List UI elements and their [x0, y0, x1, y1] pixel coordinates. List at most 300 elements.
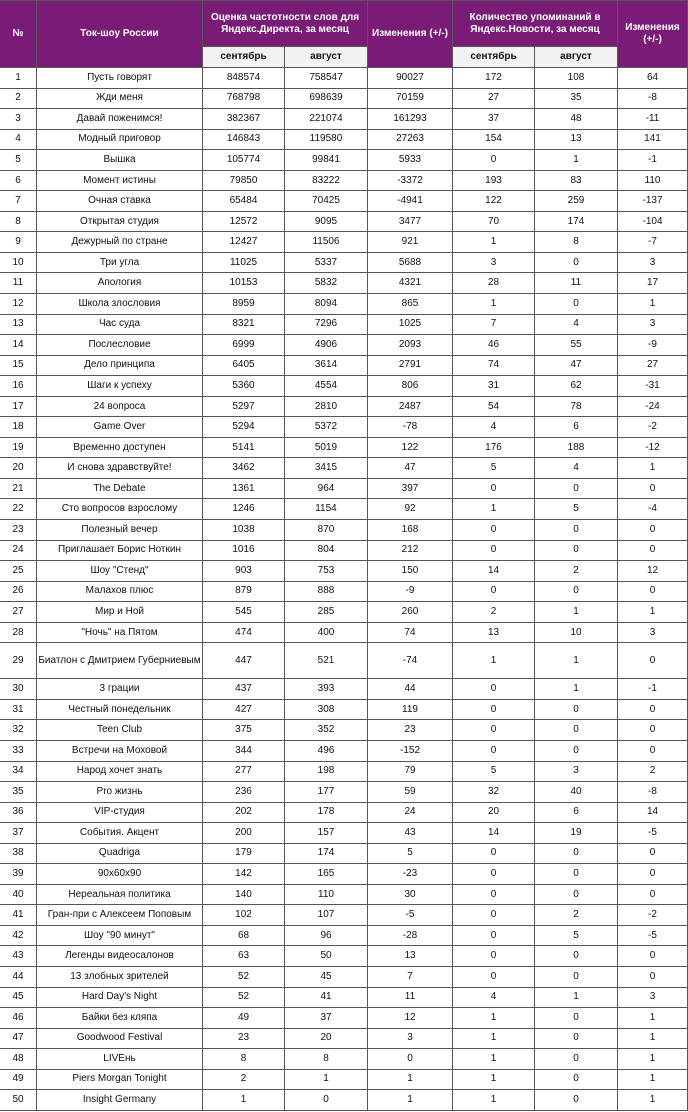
direct-august: 177: [285, 782, 368, 803]
direct-change: 150: [368, 561, 453, 582]
direct-change: 2487: [368, 396, 453, 417]
news-change: 1: [618, 1008, 688, 1029]
direct-august: 285: [285, 602, 368, 623]
news-september: 1: [453, 1008, 535, 1029]
header-direct-august: август: [285, 47, 368, 68]
table-row: [0, 150, 688, 171]
direct-august: 8: [285, 1049, 368, 1070]
news-september: 5: [453, 458, 535, 479]
table-row: [0, 864, 688, 885]
news-change: -1: [618, 150, 688, 171]
table-row: [0, 987, 688, 1008]
news-september: 0: [453, 843, 535, 864]
direct-change: 5688: [368, 252, 453, 273]
show-name: Очная ставка: [37, 191, 203, 212]
table-row: [0, 211, 688, 232]
direct-change: 168: [368, 520, 453, 541]
news-change: -2: [618, 417, 688, 438]
news-september: 193: [453, 170, 535, 191]
show-name: Мир и Ной: [37, 602, 203, 623]
row-number: 21: [0, 478, 37, 499]
direct-september: 848574: [203, 68, 285, 89]
direct-august: 496: [285, 740, 368, 761]
direct-change: 3: [368, 1028, 453, 1049]
direct-september: 344: [203, 740, 285, 761]
show-name: LIVEнь: [37, 1049, 203, 1070]
direct-change: 7: [368, 966, 453, 987]
table-row: [0, 499, 688, 520]
direct-september: 236: [203, 782, 285, 803]
table-row: [0, 966, 688, 987]
row-number: 9: [0, 232, 37, 253]
news-change: 0: [618, 581, 688, 602]
direct-september: 179: [203, 843, 285, 864]
show-name: Полезный вечер: [37, 520, 203, 541]
direct-august: 83222: [285, 170, 368, 191]
news-september: 1: [453, 1028, 535, 1049]
direct-august: 1154: [285, 499, 368, 520]
news-september: 70: [453, 211, 535, 232]
show-name: Приглашает Борис Ноткин: [37, 540, 203, 561]
row-number: 16: [0, 376, 37, 397]
table-row: [0, 109, 688, 130]
news-august: 1: [535, 602, 618, 623]
direct-change: 865: [368, 294, 453, 315]
news-change: 110: [618, 170, 688, 191]
table-row: [0, 925, 688, 946]
direct-change: 806: [368, 376, 453, 397]
news-august: 83: [535, 170, 618, 191]
news-change: -1: [618, 679, 688, 700]
direct-september: 474: [203, 622, 285, 643]
direct-august: 37: [285, 1008, 368, 1029]
direct-change: -23: [368, 864, 453, 885]
news-september: 0: [453, 905, 535, 926]
row-number: 25: [0, 561, 37, 582]
news-august: 0: [535, 699, 618, 720]
direct-august: 7296: [285, 314, 368, 335]
news-august: 0: [535, 884, 618, 905]
direct-change: -5: [368, 905, 453, 926]
show-name: Нереальная политика: [37, 884, 203, 905]
direct-change: 43: [368, 823, 453, 844]
direct-august: 3415: [285, 458, 368, 479]
direct-august: 3614: [285, 355, 368, 376]
direct-september: 545: [203, 602, 285, 623]
show-name: Байки без кляпа: [37, 1008, 203, 1029]
show-name: Шоу "Стенд": [37, 561, 203, 582]
news-september: 1: [453, 1049, 535, 1070]
news-september: 14: [453, 561, 535, 582]
header-direct: Оценка частотности слов для Яндекс.Директа, за месяц: [203, 1, 368, 47]
news-september: 0: [453, 699, 535, 720]
direct-august: 178: [285, 802, 368, 823]
show-name: Шаги к успеху: [37, 376, 203, 397]
direct-september: 63: [203, 946, 285, 967]
news-change: 1: [618, 1090, 688, 1111]
direct-change: -4941: [368, 191, 453, 212]
news-change: 27: [618, 355, 688, 376]
news-august: 5: [535, 499, 618, 520]
direct-september: 65484: [203, 191, 285, 212]
direct-change: 92: [368, 499, 453, 520]
news-change: 12: [618, 561, 688, 582]
table-row: [0, 1069, 688, 1090]
table-row: [0, 540, 688, 561]
direct-august: 5019: [285, 437, 368, 458]
row-number: 46: [0, 1008, 37, 1029]
news-september: 0: [453, 520, 535, 541]
news-change: 0: [618, 864, 688, 885]
direct-september: 1: [203, 1090, 285, 1111]
table-row: [0, 782, 688, 803]
news-september: 46: [453, 335, 535, 356]
news-august: 4: [535, 314, 618, 335]
show-name: 13 злобных зрителей: [37, 966, 203, 987]
news-change: -8: [618, 782, 688, 803]
direct-change: 212: [368, 540, 453, 561]
direct-september: 8959: [203, 294, 285, 315]
direct-august: 1: [285, 1069, 368, 1090]
news-change: 0: [618, 946, 688, 967]
row-number: 49: [0, 1069, 37, 1090]
direct-september: 12572: [203, 211, 285, 232]
direct-change: 2791: [368, 355, 453, 376]
news-september: 74: [453, 355, 535, 376]
table-row: [0, 561, 688, 582]
news-august: 5: [535, 925, 618, 946]
direct-september: 6999: [203, 335, 285, 356]
direct-september: 49: [203, 1008, 285, 1029]
show-name: Модный приговор: [37, 129, 203, 150]
direct-august: 804: [285, 540, 368, 561]
direct-change: 1: [368, 1069, 453, 1090]
news-change: 0: [618, 884, 688, 905]
news-september: 3: [453, 252, 535, 273]
row-number: 38: [0, 843, 37, 864]
table-row: [0, 520, 688, 541]
row-number: 5: [0, 150, 37, 171]
news-august: 55: [535, 335, 618, 356]
table-row: [0, 761, 688, 782]
table-row: [0, 129, 688, 150]
show-name: Hard Day's Night: [37, 987, 203, 1008]
news-august: 0: [535, 478, 618, 499]
news-september: 0: [453, 581, 535, 602]
show-name: Школа злословия: [37, 294, 203, 315]
show-name: Народ хочет знать: [37, 761, 203, 782]
table-row: [0, 88, 688, 109]
table-row: [0, 823, 688, 844]
news-august: 259: [535, 191, 618, 212]
table-row: [0, 417, 688, 438]
header-number: №: [0, 1, 37, 68]
row-number: 48: [0, 1049, 37, 1070]
news-september: 172: [453, 68, 535, 89]
show-name: Апология: [37, 273, 203, 294]
direct-august: 119580: [285, 129, 368, 150]
direct-september: 200: [203, 823, 285, 844]
news-change: 1: [618, 458, 688, 479]
header-news: Количество упоминаний в Яндекс.Новости, за месяц: [453, 1, 618, 47]
direct-september: 5297: [203, 396, 285, 417]
news-change: 141: [618, 129, 688, 150]
news-change: 64: [618, 68, 688, 89]
news-august: 0: [535, 581, 618, 602]
direct-august: 888: [285, 581, 368, 602]
direct-september: 105774: [203, 150, 285, 171]
news-september: 54: [453, 396, 535, 417]
row-number: 44: [0, 966, 37, 987]
row-number: 4: [0, 129, 37, 150]
direct-august: 4906: [285, 335, 368, 356]
show-name: Пусть говорят: [37, 68, 203, 89]
show-name: Insight Germany: [37, 1090, 203, 1111]
direct-august: 9095: [285, 211, 368, 232]
row-number: 23: [0, 520, 37, 541]
show-name: События. Акцент: [37, 823, 203, 844]
news-september: 0: [453, 720, 535, 741]
news-change: -104: [618, 211, 688, 232]
news-change: -12: [618, 437, 688, 458]
direct-september: 1038: [203, 520, 285, 541]
news-august: 4: [535, 458, 618, 479]
direct-august: 698639: [285, 88, 368, 109]
news-august: 0: [535, 843, 618, 864]
table-row: [0, 802, 688, 823]
table-row: [0, 376, 688, 397]
table-row: [0, 1090, 688, 1111]
direct-change: 161293: [368, 109, 453, 130]
direct-august: 20: [285, 1028, 368, 1049]
row-number: 20: [0, 458, 37, 479]
show-name: И снова здравствуйте!: [37, 458, 203, 479]
news-august: 2: [535, 905, 618, 926]
direct-august: 157: [285, 823, 368, 844]
table-row: [0, 252, 688, 273]
direct-september: 879: [203, 581, 285, 602]
direct-september: 202: [203, 802, 285, 823]
row-number: 33: [0, 740, 37, 761]
news-august: 0: [535, 720, 618, 741]
news-august: 3: [535, 761, 618, 782]
table-row: [0, 191, 688, 212]
news-august: 188: [535, 437, 618, 458]
direct-september: 427: [203, 699, 285, 720]
news-change: 0: [618, 720, 688, 741]
news-september: 27: [453, 88, 535, 109]
table-row: [0, 720, 688, 741]
row-number: 47: [0, 1028, 37, 1049]
row-number: 32: [0, 720, 37, 741]
direct-change: 4321: [368, 273, 453, 294]
direct-change: 30: [368, 884, 453, 905]
direct-august: 393: [285, 679, 368, 700]
news-august: 0: [535, 1008, 618, 1029]
direct-change: 79: [368, 761, 453, 782]
table-row: [0, 843, 688, 864]
news-september: 2: [453, 602, 535, 623]
row-number: 11: [0, 273, 37, 294]
show-name: Встречи на Моховой: [37, 740, 203, 761]
table-row: [0, 905, 688, 926]
row-number: 39: [0, 864, 37, 885]
direct-september: 8: [203, 1049, 285, 1070]
news-change: 17: [618, 273, 688, 294]
news-change: 0: [618, 699, 688, 720]
row-number: 18: [0, 417, 37, 438]
table-row: [0, 355, 688, 376]
show-name: Жди меня: [37, 88, 203, 109]
table-row: [0, 884, 688, 905]
table-row: [0, 294, 688, 315]
direct-september: 10153: [203, 273, 285, 294]
direct-september: 437: [203, 679, 285, 700]
news-change: -5: [618, 925, 688, 946]
news-september: 32: [453, 782, 535, 803]
row-number: 12: [0, 294, 37, 315]
news-august: 48: [535, 109, 618, 130]
header-news-august: август: [535, 47, 618, 68]
news-change: -24: [618, 396, 688, 417]
show-name: Дежурный по стране: [37, 232, 203, 253]
show-name: Давай поженимся!: [37, 109, 203, 130]
news-august: 78: [535, 396, 618, 417]
header-direct-change: Изменения (+/-): [368, 1, 453, 68]
show-name: Честный понедельник: [37, 699, 203, 720]
news-september: 1: [453, 1090, 535, 1111]
news-august: 62: [535, 376, 618, 397]
direct-change: 5: [368, 843, 453, 864]
direct-august: 0: [285, 1090, 368, 1111]
direct-september: 68: [203, 925, 285, 946]
direct-august: 758547: [285, 68, 368, 89]
direct-change: 119: [368, 699, 453, 720]
direct-september: 5360: [203, 376, 285, 397]
direct-august: 521: [285, 643, 368, 679]
news-change: -8: [618, 88, 688, 109]
row-number: 50: [0, 1090, 37, 1111]
news-change: -31: [618, 376, 688, 397]
news-september: 4: [453, 987, 535, 1008]
news-august: 6: [535, 802, 618, 823]
direct-change: 5933: [368, 150, 453, 171]
direct-august: 352: [285, 720, 368, 741]
direct-september: 11025: [203, 252, 285, 273]
news-august: 0: [535, 946, 618, 967]
table-row: [0, 478, 688, 499]
direct-september: 12427: [203, 232, 285, 253]
direct-september: 1246: [203, 499, 285, 520]
news-august: 0: [535, 520, 618, 541]
row-number: 34: [0, 761, 37, 782]
table-row: [0, 1049, 688, 1070]
table-row: [0, 1008, 688, 1029]
direct-august: 2810: [285, 396, 368, 417]
news-september: 14: [453, 823, 535, 844]
news-august: 0: [535, 740, 618, 761]
news-august: 0: [535, 1049, 618, 1070]
news-change: -7: [618, 232, 688, 253]
news-august: 1: [535, 679, 618, 700]
news-change: 0: [618, 843, 688, 864]
direct-august: 400: [285, 622, 368, 643]
direct-change: 3477: [368, 211, 453, 232]
direct-august: 110: [285, 884, 368, 905]
news-september: 122: [453, 191, 535, 212]
table-row: [0, 581, 688, 602]
row-number: 36: [0, 802, 37, 823]
news-august: 40: [535, 782, 618, 803]
show-name: Teen Club: [37, 720, 203, 741]
news-august: 0: [535, 540, 618, 561]
show-name: Шоу "90 минут": [37, 925, 203, 946]
table-row: [0, 946, 688, 967]
row-number: 35: [0, 782, 37, 803]
row-number: 26: [0, 581, 37, 602]
news-change: -11: [618, 109, 688, 130]
direct-august: 4554: [285, 376, 368, 397]
row-number: 8: [0, 211, 37, 232]
show-name: Pro жизнь: [37, 782, 203, 803]
direct-september: 102: [203, 905, 285, 926]
table-row: [0, 232, 688, 253]
show-name: Quadriga: [37, 843, 203, 864]
news-september: 1: [453, 499, 535, 520]
news-august: 13: [535, 129, 618, 150]
table-row: [0, 602, 688, 623]
show-name: Дело принципа: [37, 355, 203, 376]
show-name: 90x60x90: [37, 864, 203, 885]
news-change: -137: [618, 191, 688, 212]
news-september: 0: [453, 864, 535, 885]
direct-september: 6405: [203, 355, 285, 376]
direct-september: 140: [203, 884, 285, 905]
table-row: [0, 170, 688, 191]
table-body: [0, 68, 688, 1111]
direct-august: 107: [285, 905, 368, 926]
news-change: 14: [618, 802, 688, 823]
table-row: [0, 740, 688, 761]
show-name: VIP-студия: [37, 802, 203, 823]
row-number: 27: [0, 602, 37, 623]
row-number: 6: [0, 170, 37, 191]
row-number: 28: [0, 622, 37, 643]
table-row: [0, 68, 688, 89]
news-august: 11: [535, 273, 618, 294]
news-september: 28: [453, 273, 535, 294]
row-number: 43: [0, 946, 37, 967]
header-news-september: сентябрь: [453, 47, 535, 68]
show-name: Момент истины: [37, 170, 203, 191]
row-number: 1: [0, 68, 37, 89]
show-name: Сто вопросов взрослому: [37, 499, 203, 520]
direct-change: -78: [368, 417, 453, 438]
direct-change: 122: [368, 437, 453, 458]
news-change: 2: [618, 761, 688, 782]
direct-september: 146843: [203, 129, 285, 150]
news-august: 0: [535, 1090, 618, 1111]
direct-change: -28: [368, 925, 453, 946]
show-name: Piers Morgan Tonight: [37, 1069, 203, 1090]
row-number: 31: [0, 699, 37, 720]
row-number: 30: [0, 679, 37, 700]
news-august: 0: [535, 966, 618, 987]
news-august: 0: [535, 864, 618, 885]
direct-change: 13: [368, 946, 453, 967]
news-change: 1: [618, 1028, 688, 1049]
news-september: 1: [453, 294, 535, 315]
